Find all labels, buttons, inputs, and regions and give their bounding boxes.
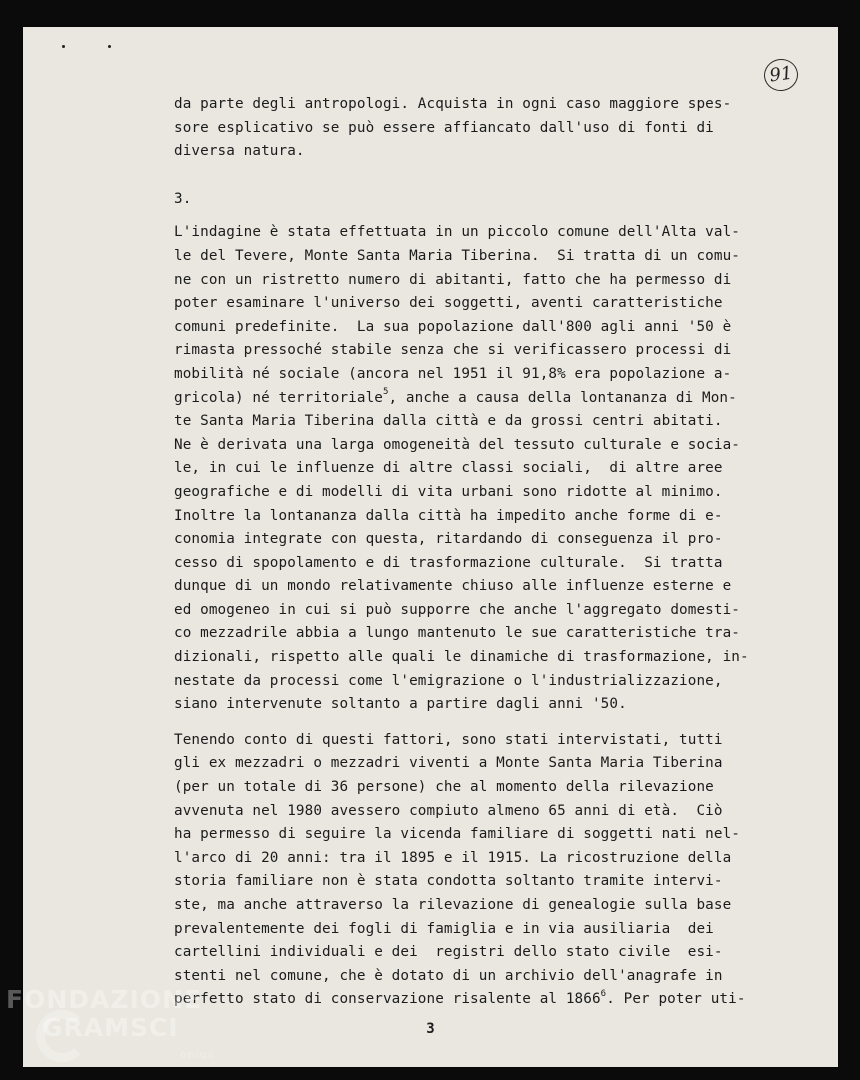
watermark-line2: GRAMSCI (42, 1013, 179, 1042)
text-line (174, 387, 804, 411)
text-line: siano intervenute soltanto a partire dagli anni '50. (174, 696, 627, 713)
paragraph-1 (174, 221, 804, 716)
text-line (174, 988, 804, 1012)
text-line: da parte degli antropologi. Acquista in ogni caso maggiore spes- (174, 96, 732, 112)
text-segment: . Per poter uti- (606, 991, 746, 1008)
text-line: Ne è derivata una larga omogeneità del tessuto culturale e socia- (174, 436, 740, 453)
text-segment: perfetto stato di conservazione risalente al 1866 (174, 991, 601, 1008)
document-page (23, 27, 838, 1067)
text-line: co mezzadrile abbia a lungo mantenuto le sue caratteristiche tra- (174, 625, 740, 642)
text-line: L'indagine è stata effettuata in un piccolo comune dell'Alta val- (174, 224, 740, 241)
text-line: prevalentemente dei fogli di famiglia e in via ausiliaria dei (174, 920, 714, 937)
text-line: cesso di spopolamento e di trasformazione culturale. Si tratta (174, 554, 723, 571)
watermark-g-icon (36, 1010, 88, 1062)
text-line: ne con un ristretto numero di abitanti, fatto che ha permesso di (174, 271, 732, 288)
text-line: le, in cui le influenze di altre classi sociali, di altre aree (174, 460, 723, 477)
text-line: dizionali, rispetto alle quali le dinamiche di trasformazione, in- (174, 649, 749, 666)
watermark-logo (6, 985, 215, 1061)
document-body (174, 93, 804, 1012)
punch-mark (62, 45, 65, 48)
text-line: ste, ma anche attraverso la rilevazione di genealogie sulla base (174, 897, 732, 913)
text-line: nestate da processi come l'emigrazione o l'industrializzazione, (174, 672, 723, 689)
text-line: avvenuta nel 1980 avessero compiuto almeno 65 anni di età. Ciò (174, 802, 723, 819)
text-line: poter esaminare l'universo dei soggetti, aventi caratteristiche (174, 295, 723, 312)
text-line: storia familiare non è stata condotta soltanto tramite intervi- (174, 873, 723, 890)
footnote-ref: 5 (382, 386, 389, 397)
section-number: 3. (174, 190, 192, 207)
text-line: sore esplicativo se può essere affiancato dall'uso di fonti di (174, 119, 714, 136)
text-segment: , anche a causa della lontananza di Mon- (388, 389, 737, 406)
text-segment: gricola) né territoriale (174, 389, 383, 406)
text-line: te Santa Maria Tiberina dalla città e da grossi centri abitati. (174, 413, 723, 430)
text-line: diversa natura. (174, 143, 305, 160)
paragraph-2 (174, 729, 804, 1012)
intro-paragraph (174, 93, 804, 164)
text-line: mobilità né sociale (ancora nel 1951 il 91,8% era popolazione a- (174, 365, 732, 382)
text-line: Tenendo conto di questi fattori, sono stati intervistati, tutti (174, 731, 723, 748)
page-number: 3 (426, 1021, 435, 1037)
footnote-ref: 6 (600, 988, 607, 999)
text-line: ed omogeneo in cui si può supporre che anche l'aggregato domesti- (174, 601, 740, 618)
text-line: conomia integrate con questa, ritardando di conseguenza il pro- (174, 531, 723, 548)
text-line: gli ex mezzadri o mezzadri viventi a Monte Santa Maria Tiberina (174, 755, 723, 772)
text-line: stenti nel comune, che è dotato di un archivio dell'anagrafe in (174, 967, 723, 984)
text-line: l'arco di 20 anni: tra il 1895 e il 1915. La ricostruzione della (174, 849, 732, 866)
text-line: ha permesso di seguire la vicenda familiare di soggetti nati nel- (174, 826, 740, 843)
text-line: Inoltre la lontananza dalla città ha impedito anche forme di e- (174, 507, 723, 524)
text-line: comuni predefinite. La sua popolazione dall'800 agli anni '50 è (174, 318, 732, 335)
text-line: le del Tevere, Monte Santa Maria Tiberina. Si tratta di un comu- (174, 247, 740, 264)
text-line: geografiche e di modelli di vita urbani sono ridotte al minimo. (174, 483, 723, 500)
watermark-sub: onlus (180, 1048, 215, 1061)
text-line: dunque di un mondo relativamente chiuso alle influenze esterne e (174, 578, 732, 595)
watermark-line1: FONDAZIONE (6, 985, 203, 1014)
text-line: rimasta pressoché stabile senza che si verificassero processi di (174, 342, 732, 359)
text-line: (per un totale di 36 persone) che al momento della rilevazione (174, 779, 714, 796)
punch-mark (108, 45, 111, 48)
folio-stamp: 91 (762, 57, 800, 93)
text-line: cartellini individuali e dei registri dello stato civile esi- (174, 944, 723, 961)
